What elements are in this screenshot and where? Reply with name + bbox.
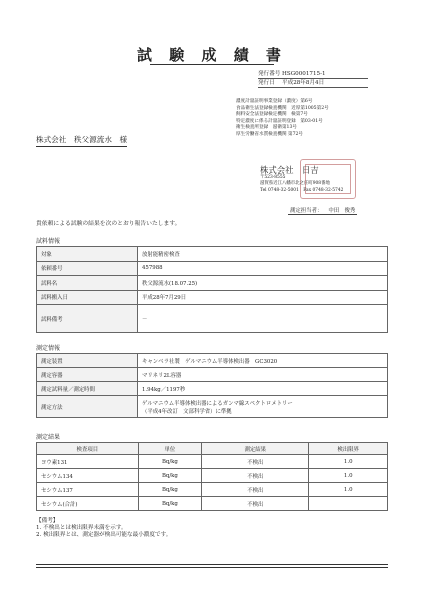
cell-key: 依頼番号 — [37, 261, 138, 276]
issue-date-label: 発行日 — [258, 80, 275, 86]
cell-unit: Bq/kg — [138, 455, 201, 469]
table-row — [37, 497, 388, 511]
cell-value — [138, 396, 388, 418]
cell-limit: 1.0 — [309, 455, 388, 469]
representative-name: 中田 俊秀 — [328, 208, 356, 214]
intro-text: 貴依頼による試験の結果を次のとおり報告いたします。 — [36, 221, 181, 227]
cell-value: マリネリ2L容器 — [138, 368, 388, 382]
table-row — [37, 396, 388, 418]
cell-value: キャンベラ社製 ゲルマニウム半導体検出器 GC3020 — [138, 354, 388, 368]
header-unit: 単位 — [138, 443, 201, 455]
registration-line: 特定濃度に係る計量証明登録 第03-01号 — [236, 118, 323, 124]
table-row — [37, 368, 388, 382]
table-row — [37, 455, 388, 469]
footer-rule-end — [36, 567, 388, 568]
cell-key: 測定方法 — [37, 396, 138, 418]
table-row — [37, 469, 388, 483]
cell-item: セシウム134 — [37, 469, 139, 483]
table-row — [37, 247, 388, 262]
cell-result: 不検出 — [202, 483, 309, 497]
cell-value: 秩父源流水(18.07.25) — [138, 276, 388, 291]
cell-key: 測定装置 — [37, 354, 138, 368]
cell-value: 457988 — [138, 261, 388, 276]
cell-key: 試料備考 — [37, 305, 138, 333]
cell-unit: Bq/kg — [138, 469, 201, 483]
registration-line: 食品衛生法登録検査機関 近厚第1005第2号 — [236, 105, 329, 111]
note-line: 1. 不検出とは検出限界未満を示す。 — [36, 525, 127, 532]
representative — [288, 206, 357, 215]
cell-value: 放射能精密検査 — [138, 247, 388, 262]
cell-item: セシウム137 — [37, 483, 139, 497]
method-line: ゲルマニウム半導体検出器によるガンマ線スペクトロメトリー — [142, 400, 293, 407]
footer-rule — [36, 564, 388, 565]
address-line: 滋賀県近江八幡市北之庄町908番地 — [260, 181, 330, 187]
registration-line: 衛生検査所登録 滋衛第13号 — [236, 125, 297, 131]
table-row — [37, 382, 388, 396]
issue-number-row — [258, 70, 368, 79]
cell-item: ヨウ素131 — [37, 455, 139, 469]
cell-value: 平成28年7月29日 — [138, 290, 388, 305]
cell-limit: 1.0 — [309, 469, 388, 483]
table-header-row — [37, 443, 388, 455]
representative-label: 測定担当者： — [290, 208, 323, 214]
document-title: 試 験 成 績 書 — [137, 46, 287, 64]
table-row — [37, 276, 388, 291]
cell-key: 測定容器 — [37, 368, 138, 382]
issue-date-row — [258, 79, 368, 88]
issue-number-value: HSG0001715-1 — [282, 71, 326, 77]
registration-line: 濃度計量証明事業登録（濃度）第6号 — [236, 99, 313, 104]
table-row — [37, 305, 388, 333]
cell-key: 試料搬入日 — [37, 290, 138, 305]
header-limit: 検出限界 — [309, 443, 388, 455]
cell-item: セシウム(合計) — [37, 497, 139, 511]
cell-value: － — [138, 305, 388, 333]
issuer-address — [260, 175, 343, 194]
measurement-info-heading: 測定情報 — [36, 345, 61, 352]
table-row — [37, 354, 388, 368]
title-underline — [150, 64, 274, 65]
address-line: Tel 0748-32-5001 Fax 0748-32-5742 — [260, 187, 344, 193]
notes — [36, 518, 171, 540]
header-item: 検査項目 — [37, 443, 139, 455]
issue-number-label: 発行番号 — [258, 71, 281, 77]
address-line: 〒523-8555 — [260, 175, 286, 180]
issue-box — [258, 70, 368, 88]
cell-limit: 1.0 — [309, 483, 388, 497]
registration-line: 厚生労働省水質検査機関 第72号 — [236, 131, 304, 137]
cell-result: 不検出 — [202, 455, 309, 469]
registration-list — [236, 99, 329, 139]
cell-key: 試料名 — [37, 276, 138, 291]
issuer-company: 株式会社 日吉 — [260, 165, 319, 175]
sample-info-heading: 試料情報 — [36, 238, 61, 245]
issue-date-value: 平成28年8月4日 — [282, 80, 325, 86]
cell-result: 不検出 — [202, 469, 309, 483]
cell-key: 測定試料量／測定時間 — [37, 382, 138, 396]
results-heading: 測定結果 — [36, 434, 61, 441]
registration-line: 飼料安全法登録検定機関 検第7号 — [236, 112, 308, 118]
table-row — [37, 290, 388, 305]
note-line: 2. 検出限界とは、測定器が検出可能な最小濃度です。 — [36, 532, 172, 539]
cell-value: 1.94kg／1197秒 — [138, 382, 388, 396]
table-row — [37, 261, 388, 276]
table-row — [37, 483, 388, 497]
cell-limit — [309, 497, 388, 511]
notes-heading: 【備考】 — [36, 518, 59, 524]
measurement-info-table — [36, 353, 388, 418]
client-name: 株式会社 秩父源流水 様 — [36, 134, 127, 147]
results-table — [36, 442, 388, 511]
sample-info-table — [36, 246, 388, 333]
method-line: （平成4年改訂 文部科学省）に準拠 — [142, 408, 232, 415]
cell-key: 対象 — [37, 247, 138, 262]
header-result: 測定結果 — [202, 443, 309, 455]
cell-unit: Bq/kg — [138, 497, 201, 511]
cell-unit: Bq/kg — [138, 483, 201, 497]
cell-result: 不検出 — [202, 497, 309, 511]
